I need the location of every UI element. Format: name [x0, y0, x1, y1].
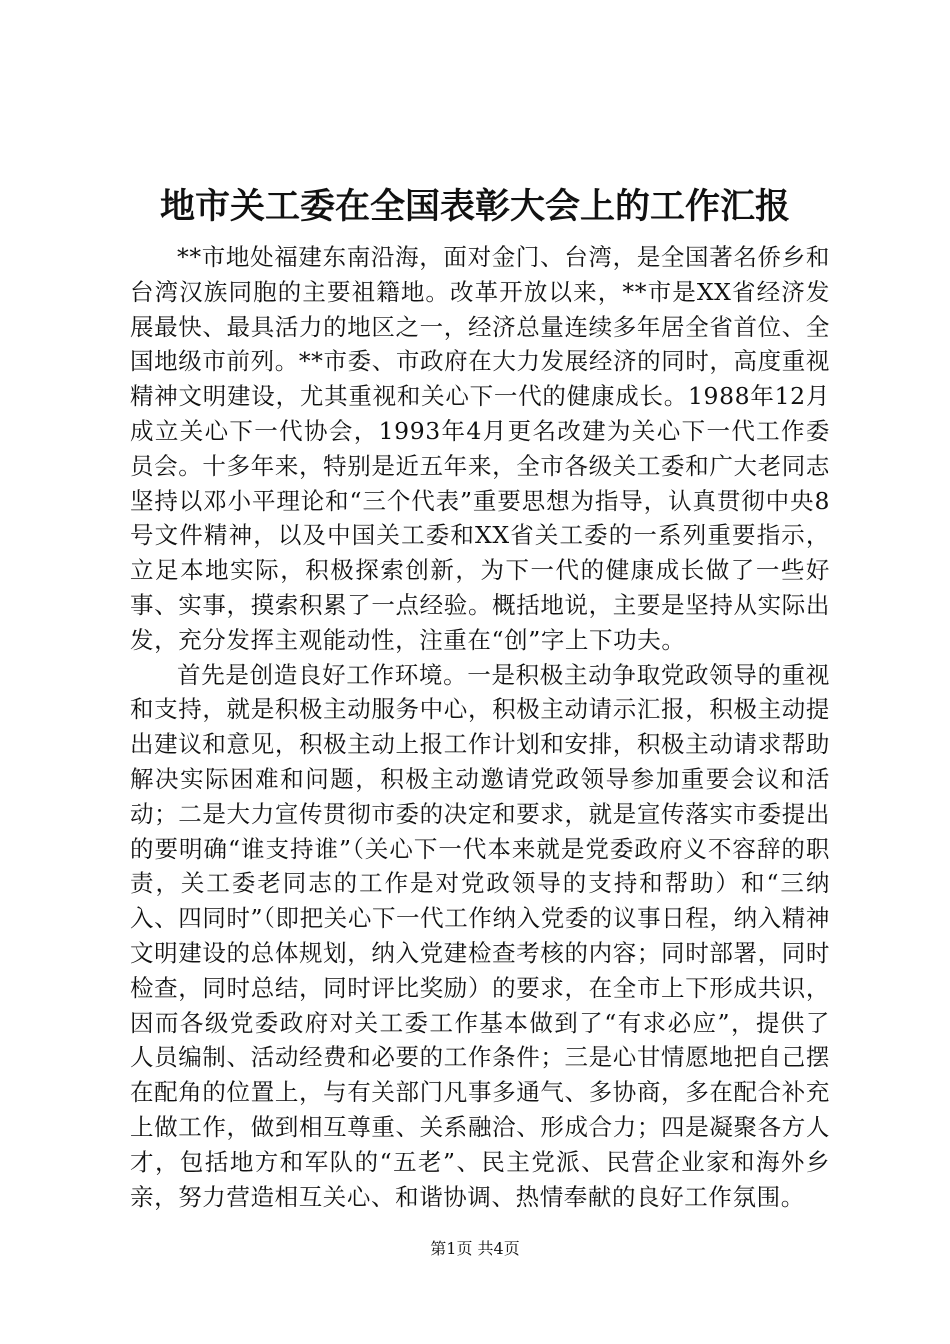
- document-body: [130, 240, 830, 1214]
- document-title: 地市关工委在全国表彰大会上的工作汇报: [159, 186, 790, 227]
- paragraph-2: 首先是创造良好工作环境。一是积极主动争取党政领导的重视和支持，就是积极主动服务中心，积极主动请示汇报，积极主动提出建议和意见，积极主动上报工作计划和安排，积极主动请求帮助解决实际困难和问题，积极主动邀请党政领导参加重要会议和活动；二是大力宣传贯彻市委的决定和要求，就是宣传落实市委提出的要明确“谁支持谁”（关心下一代本来就是党委政府义不容辞的职责，关工委老同志的工作是对党政领导的支持和帮助）和“三纳入、四同时”（即把关心下一代工作纳入党委的议事日程，纳入精神文明建设的总体规划，纳入党建检查考核的内容；同时部署，同时检查，同时总结，同时评比奖励）的要求，在全市上下形成共识，因而各级党委政府对关工委工作基本做到了“有求必应”，提供了人员编制、活动经费和必要的工作条件；三是心甘情愿地把自己摆在配角的位置上，与有关部门凡事多通气、多协商，多在配合补充上做工作，做到相互尊重、关系融洽、形成合力；四是凝聚各方人才，包括地方和军队的“五老”、民主党派、民营企业家和海外乡亲，努力营造相互关心、和谐协调、热情奉献的良好工作氛围。: [130, 660, 830, 1211]
- page-footer: 第1页 共4页: [430, 1239, 520, 1258]
- paragraph-1: **市地处福建东南沿海，面对金门、台湾，是全国著名侨乡和台湾汉族同胞的主要祖籍地。改革开放以来，**市是XX省经济发展最快、最具活力的地区之一，经济总量连续多年居全省首位、全国地级市前列。**市委、市政府在大力发展经济的同时，高度重视精神文明建设，尤其重视和关心下一代的健康成长。1988年12月成立关心下一代协会，1993年4月更名改建为关心下一代工作委员会。十多年来，特别是近五年来，全市各级关工委和广大老同志坚持以邓小平理论和“三个代表”重要思想为指导，认真贯彻中央8号文件精神，以及中国关工委和XX省关工委的一系列重要指示，立足本地实际，积极探索创新，为下一代的健康成长做了一些好事、实事，摸索积累了一点经验。概括地说，主要是坚持从实际出发，充分发挥主观能动性，注重在“创”字上下功夫。: [130, 243, 830, 654]
